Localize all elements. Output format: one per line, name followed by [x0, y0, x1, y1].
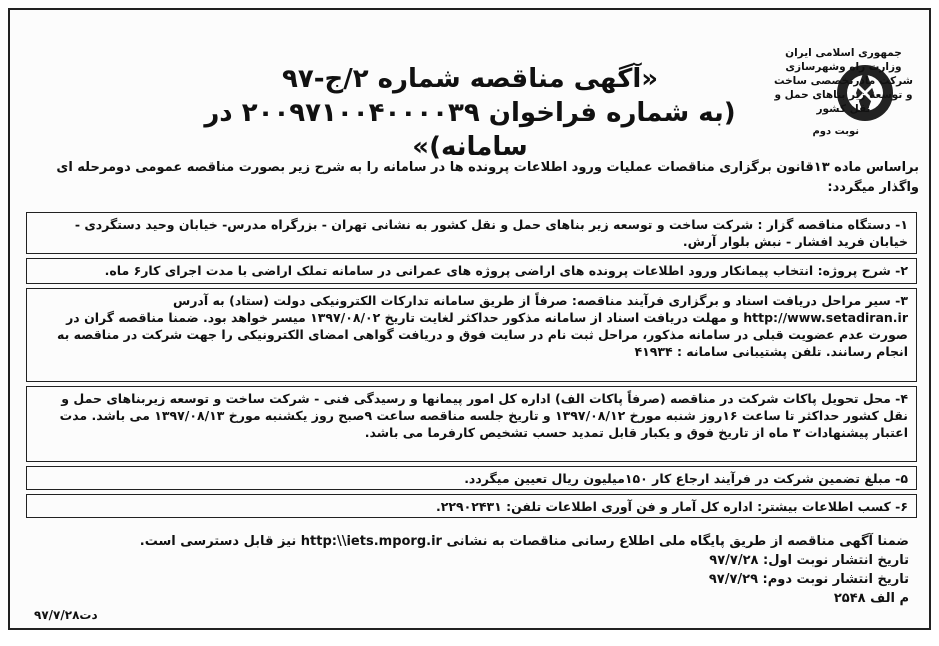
- print-stamp: دت۹۷/۷/۲۸: [34, 608, 98, 622]
- item-4: ۴- محل تحویل پاکات شرکت در مناقصه (صرفاً پاکات الف) اداره کل امور پیمانها و رسیدگی فنی - شرکت ساخت و توسعه زیربناهای حمل و نقل کشور حداکثر تا ساعت ۱۶روز شنبه مورخ ۱۳۹۷/۰۸/۱۲ و تاریخ جلسه مناقصه ساعت ۹صبح روز یکشنبه مورخ ۱۳۹۷/۰۸/۱۳ می باشد. مدت اعتبار پیشنهادات ۳ ماه از تاریخ فوق و یکبار قابل تمدید حسب تشخیص کارفرما می باشد.: [26, 386, 917, 462]
- footer-notice-a: ضمنا آگهی مناقصه از طریق پایگاه ملی اطلاع رسانی مناقصات به نشانی: [446, 534, 909, 549]
- footer-notice: [30, 532, 909, 551]
- setadiran-link[interactable]: http://www.setadiran.ir: [743, 310, 908, 325]
- publish-date-1: تاریخ انتشار نوبت اول: ۹۷/۷/۲۸: [709, 553, 909, 568]
- org-line-3: شرکت مادرتخصصی ساخت: [773, 75, 914, 87]
- iets-link[interactable]: http:\\iets.mporg.ir: [300, 534, 442, 549]
- item-6: ۶- کسب اطلاعات بیشتر: اداره کل آمار و فن آوری اطلاعات تلفن: ۲۲۹۰۲۴۳۱.: [26, 494, 917, 518]
- org-line-2: وزارت راه وشهرسازی: [785, 61, 902, 73]
- footer-notice-b: نیز قابل دسترسی است.: [139, 534, 297, 549]
- item-3-rest: و مهلت دریافت اسناد از سامانه مذکور حداکثر لغایت تاریخ ۱۳۹۷/۰۸/۰۲ میسر خواهد بود. ضمنا مناقصه گران در صورت عدم عضویت قبلی در سامانه مذکور، مراحل ثبت نام در سایت فوق و دریافت گواهی امضای الکترونیکی را جهت شرکت در مناقصه به انجام رسانند. تلفن پشتیبانی سامانه : ۴۱۹۳۴: [57, 310, 908, 359]
- header: [10, 10, 929, 162]
- ad-code: م الف ۲۵۴۸: [833, 591, 909, 606]
- notice-title: [190, 62, 750, 164]
- title-line-1: «آگهی مناقصه شماره ۲/ج-۹۷: [281, 64, 659, 94]
- footer: [30, 532, 909, 608]
- item-2: ۲- شرح پروژه: انتخاب پیمانکار ورود اطلاعات پرونده های اراضی پروژه های عمرانی در سامانه تملک اراضی با مدت اجرای کار۶ ماه.: [26, 258, 917, 284]
- publish-date-2: تاریخ انتشار نوبت دوم: ۹۷/۷/۲۹: [708, 572, 909, 587]
- tender-notice: [8, 8, 931, 630]
- org-line-4: و توسعه زیر بناهای حمل و نقل کشور: [774, 89, 913, 115]
- item-5: ۵- مبلغ تضمین شرکت در فرآیند ارجاع کار ۱۵۰میلیون ریال تعیین میگردد.: [26, 466, 917, 490]
- org-line-1: جمهوری اسلامی ایران: [785, 47, 902, 59]
- publication-round: نوبت دوم: [812, 126, 859, 137]
- item-3: [26, 288, 917, 382]
- intro-paragraph: براساس ماده ۱۳قانون برگزاری مناقصات عملیات ورود اطلاعات پرونده ها در سامانه را به شرح زیر بصورت مناقصه عمومی دومرحله ای واگذار میگردد:: [56, 160, 919, 195]
- organization-block: [766, 46, 921, 116]
- item-3-text: ۳- سیر مراحل دریافت اسناد و برگزاری فرآیند مناقصه: صرفاً از طریق سامانه تدارکات الکترونیکی دولت (ستاد) به آدرس: [172, 293, 908, 308]
- item-1: ۱- دستگاه مناقصه گزار : شرکت ساخت و توسعه زیر بناهای حمل و نقل کشور به نشانی تهران - بزرگراه مدرس- خیابان وحید دستگردی - خیابان فرید افشار - نبش بلوار آرش.: [26, 212, 917, 254]
- title-line-2: (به شماره فراخوان ۲۰۰۹۷۱۰۰۴۰۰۰۰۳۹ در سامانه)»: [204, 98, 736, 162]
